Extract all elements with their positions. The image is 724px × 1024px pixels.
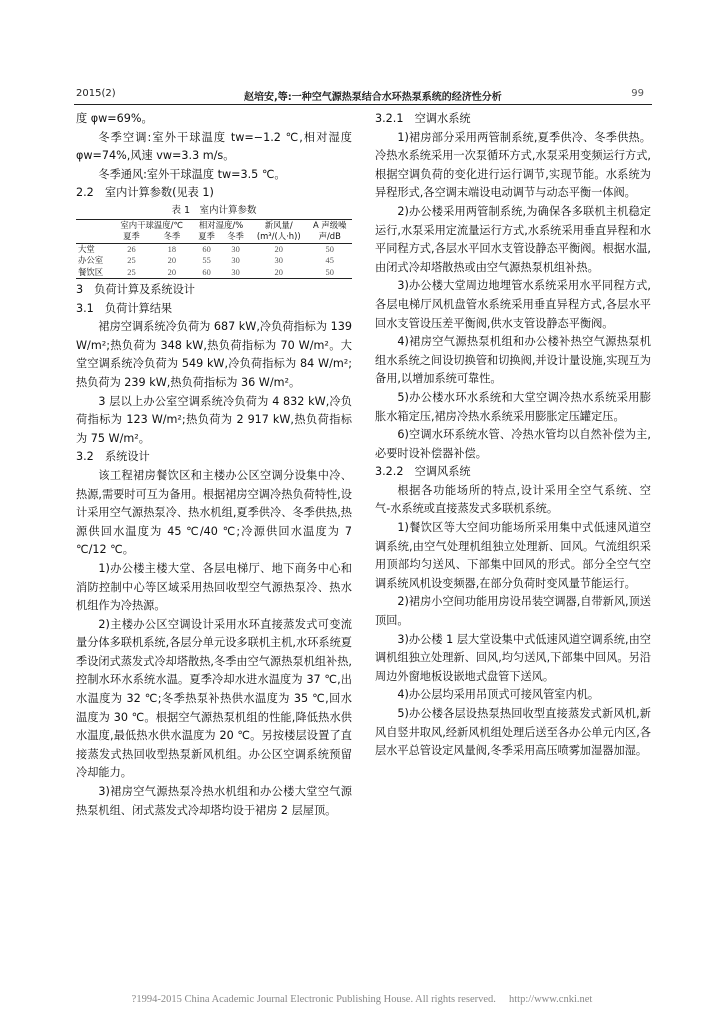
paragraph: 3)裙房空气源热泵冷热水机组和办公楼大堂空气源热泵机组、闭式蒸发式冷却塔均设于裙房 2 层屋顶。 <box>76 785 352 817</box>
paragraph: 2)主楼办公区空调设计采用水环直接蒸发式可变流量分体多联机系统,各层分单元设多联机主机,水环系统夏季设闭式蒸发式冷却塔散热,冬季由空气源热泵机组补热,控制水环水系统水温。夏季冷却水进水温度为 37 ℃,出水温度为 32 ℃;冬季热泵补热供水温度为 35 ℃,回水温度为 30 ℃。根据空气源热泵机组的性能,降低热水供水温度,最低热水供水温度为 20 ℃。另按楼层设置了直接蒸发式热回收型热泵新风机组。办公区空调系统预留冷却能力。 <box>76 617 352 780</box>
paragraph: 2)裙房小空间功能用房设吊装空调器,自带新风,顶送顶回。 <box>375 595 651 628</box>
table-header-corner <box>76 219 111 231</box>
paragraph: 3)办公楼大堂周边地埋管水系统采用水平同程方式,各层电梯厅风机盘管水系统采用垂直异程方式,各层水平回水支管设压差平衡阀,供水支管设静态平衡阀。 <box>375 279 651 330</box>
paragraph: 1)餐饮区等大空间功能场所采用集中式低速风道空调系统,由空气处理机组独立处理新、回风。气流组织采用顶部均匀送风、下部集中回风的形式。部分全空气空调系统风机设变频器,在部分负荷时变风量节能运行。 <box>375 521 651 590</box>
table-header-noise: A 声级噪 <box>307 219 352 231</box>
paragraph: 4)裙房空气源热泵机组和办公楼补热空气源热泵机组水系统之间设切换管和切换阀,并设计量设施,实现互为备用,以增加系统可靠性。 <box>375 335 651 386</box>
table-cell: 18 <box>167 244 177 254</box>
paragraph: 裙房空调系统冷负荷为 687 kW,冷负荷指标为 139 W/m²;热负荷为 348 kW,热负荷指标为 70 W/m²。大堂空调系统冷负荷为 549 kW,冷负荷指标为 84 W/m²;热负荷为 239 kW,热负荷指标为 36 W/m²。 <box>76 320 352 389</box>
page-number: 99 <box>631 88 644 99</box>
table-header-fresh-air: 新风量/ <box>250 219 307 231</box>
paragraph: 该工程裙房餐饮区和主楼办公区空调分设集中冷、热源,需要时可互为备用。根据裙房空调冷热负荷特性,设计采用空气源热泵冷、热水机组,夏季供冷、冬季供热,热源供回水温度为 45 ℃/40 ℃;冷源供回水温度为 7 ℃/12 ℃。 <box>76 468 352 557</box>
table-cell: 50 <box>325 244 334 254</box>
header-rule <box>74 104 652 105</box>
table-header-summer: 夏季 <box>192 231 221 243</box>
section-heading: 3.2 系统设计 <box>76 450 150 464</box>
right-column <box>375 110 651 761</box>
table-cell: 30 <box>221 267 250 279</box>
paragraph: 5)办公楼各层设热泵热回收型直接蒸发式新风机,新风自竖井取风,经新风机组处理后送至各办公单元内区,各层水平总管设定风量阀,冬季采用高压喷雾加湿器加湿。 <box>375 707 651 758</box>
copyright-footer: ?1994-2015 China Academic Journal Electronic Publishing House. All rights reserved. http://www.cnki.net <box>131 994 593 1005</box>
table-header-noise-unit: 声/dB <box>307 231 352 243</box>
paragraph: 3 层以上办公室空调系统冷负荷为 4 832 kW,冷负荷指标为 123 W/m²;热负荷为 2 917 kW,热负荷指标为 75 W/m²。 <box>76 394 352 445</box>
row-label: 大堂 <box>78 243 95 254</box>
table-header-winter: 冬季 <box>221 231 250 243</box>
paragraph: 3)办公楼 1 层大堂设集中式低速风道空调系统,由空调机组独立处理新、回风,均匀送风,下部集中回风。另沿周边外窗地板设嵌地式盘管下送风。 <box>375 632 651 683</box>
left-column <box>76 110 352 820</box>
table-cell: 25 <box>111 267 151 279</box>
table-cell: 26 <box>127 244 136 254</box>
running-title: 赵培安,等:一种空气源热泵结合水环热泵系统的经济性分析 <box>244 92 502 103</box>
row-label: 餐饮区 <box>76 267 111 279</box>
section-heading: 3.2.2 空调风系统 <box>375 465 471 479</box>
paragraph: 度 φw=69%。 <box>76 112 153 125</box>
table-header-summer: 夏季 <box>111 231 151 243</box>
paragraph: 6)空调水环系统水管、冷热水管均以自然补偿为主,必要时设补偿器补偿。 <box>375 428 651 460</box>
table-cell: 25 <box>127 256 136 266</box>
table-cell: 55 <box>202 256 211 266</box>
table-cell: 30 <box>231 244 240 254</box>
table-header-dry-bulb: 室内干球温度/℃ <box>111 219 192 231</box>
section-heading: 2.2 室内计算参数(见表 1) <box>76 186 214 200</box>
paragraph: 5)办公楼水环水系统和大堂空调冷热水系统采用膨胀水箱定压,裙房冷热水系统采用膨胀定压罐定压。 <box>375 390 651 423</box>
paragraph: 1)裙房部分采用两管制系统,夏季供冷、冬季供热。冷热水系统采用一次泵循环方式,水泵采用变频运行方式,根据空调负荷的变化进行运行调节,实现节能。水系统为异程形式,各空调末端设电动调节与动态平衡一体阀。 <box>375 130 651 200</box>
row-label: 办公室 <box>78 255 104 266</box>
paragraph: 冬季通风:室外干球温度 tw=3.5 ℃。 <box>98 167 286 181</box>
table-header-humidity: 相对湿度/% <box>192 219 250 231</box>
table-cell: 30 <box>274 256 283 266</box>
table-cell: 60 <box>192 267 221 279</box>
paragraph: 冬季空调:室外干球温度 tw=−1.2 ℃,相对湿度 φw=74%,风速 vw=3.3 m/s。 <box>76 130 352 163</box>
table-row <box>76 267 352 279</box>
section-heading: 3.2.1 空调水系统 <box>375 112 471 125</box>
table-row <box>76 243 352 255</box>
table-cell: 30 <box>231 256 240 266</box>
indoor-parameters-table <box>76 219 352 279</box>
table-cell: 45 <box>325 256 334 266</box>
table-cell: 20 <box>167 256 177 266</box>
table-row <box>76 255 352 266</box>
table-header-corner <box>76 231 111 243</box>
table-cell: 50 <box>307 267 352 279</box>
section-heading: 3 负荷计算及系统设计 <box>76 283 195 296</box>
running-header <box>76 88 648 104</box>
table-cell: 60 <box>202 244 211 254</box>
section-heading: 3.1 负荷计算结果 <box>76 301 173 315</box>
table-cell: 20 <box>250 267 307 279</box>
paragraph: 4)办公层均采用吊顶式可接风管室内机。 <box>397 688 600 702</box>
paragraph: 1)办公楼主楼大堂、各层电梯厅、地下商务中心和消防控制中心等区域采用热回收型空气源热泵冷、热水机组作为冷热源。 <box>76 561 352 613</box>
table-cell: 20 <box>152 267 192 279</box>
paragraph: 2)办公楼采用两管制系统,为确保各多联机主机稳定运行,水泵采用定流量运行方式,水系统采用垂直异程和水平同程方式,各层水平回水支管设静态平衡阀。根据水温,由闭式冷却塔散热或由空气源热泵机组补热。 <box>375 204 651 274</box>
issue-number: 2015(2) <box>76 88 116 99</box>
table-cell: 20 <box>274 244 283 254</box>
table-header-fresh-air-unit: (m³/(人·h)) <box>250 231 307 243</box>
table-header-winter: 冬季 <box>152 231 192 243</box>
paragraph: 根据各功能场所的特点,设计采用全空气系统、空气-水系统或直接蒸发式多联机系统。 <box>375 483 651 516</box>
table-caption: 表 1 室内计算参数 <box>171 204 257 216</box>
